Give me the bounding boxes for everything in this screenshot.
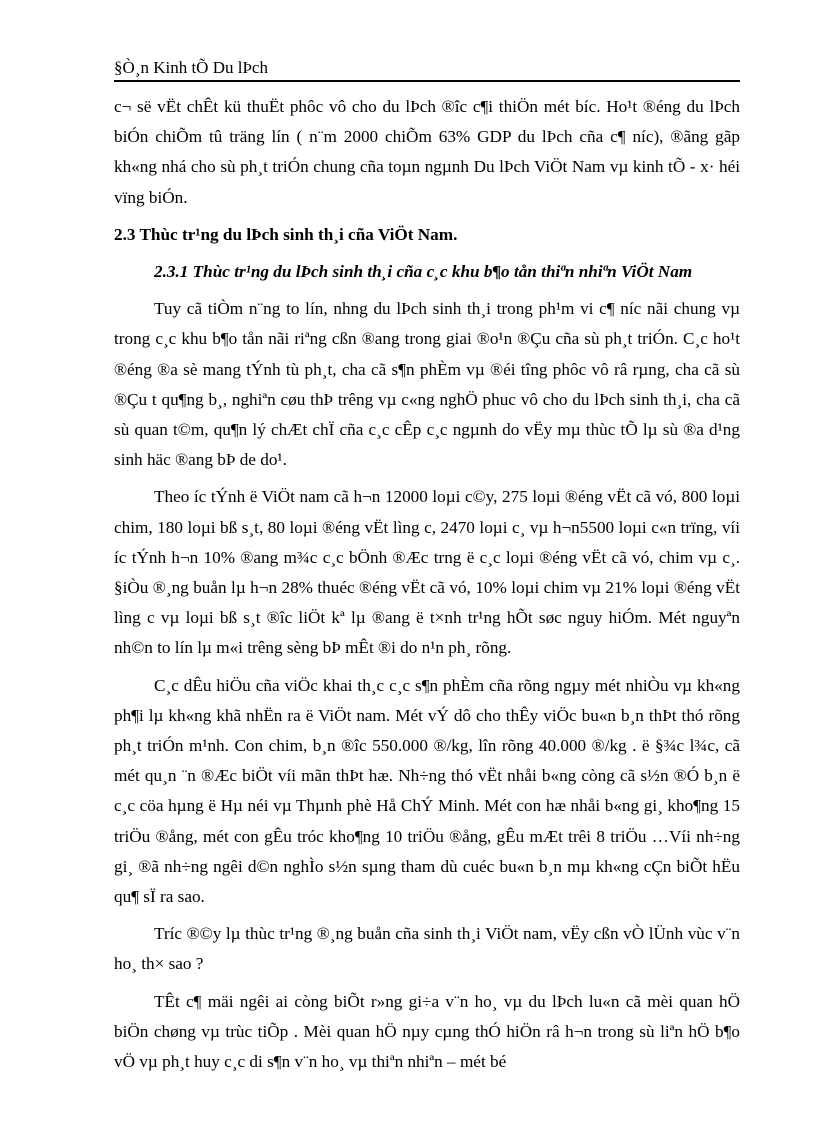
- paragraph: Theo íc tÝnh ë ViÖt nam cã h¬n 12000 loµi c©y, 275 loµi ®éng vËt cã vó, 800 loµi chim, 180 loµi bß s¸t, 80 loµi ®éng vËt lìng c, 2470 loµi c¸ vµ h¬n5500 loµi c«n trïng, víi íc tÝnh h¬n 10% ®ang m¾c c¸c bÖnh ®Æc trng ë c¸c loµi ®éng vËt cã vó, chim vµ c¸. §iÒu ®¸ng buån lµ h¬n 28% thuéc ®éng vËt cã vó, 10% loµi chim vµ 21% loµi ®éng vËt lìng c vµ loµi bß s¸t ®îc liÖt kª lµ ®ang ë t×nh tr¹ng hÕt søc nguy hiÓm. Mét nguyªn nh©n to lín lµ m«i trêng sèng bÞ mÊt ®i do n¹n ph¸ rõng.: [114, 487, 740, 658]
- subsection-heading: 2.3.1 Thùc tr¹ng du lÞch sinh th¸i cña c¸c khu b¶o tån thiªn nhiªn ViÖt Nam: [154, 262, 693, 282]
- document-body: [114, 92, 740, 1084]
- paragraph: Tríc ®©y lµ thùc tr¹ng ®¸ng buån cña sinh th¸i ViÖt nam, vËy cßn vÒ lÜnh vùc v¨n ho¸ th× sao ?: [114, 924, 740, 974]
- paragraph: TÊt c¶ mäi ngêi ai còng biÕt r»ng gi÷a v¨n ho¸ vµ du lÞch lu«n cã mèi quan hÖ biÖn chøng vµ trùc tiÕp . Mèi quan hÖ nµy cµng thÓ hiÖn râ h¬n trong sù liªn hÖ b¶o vÖ vµ ph¸t huy c¸c di s¶n v¨n ho¸ vµ thiªn nhiªn – mét bé: [114, 991, 740, 1072]
- paragraph: Tuy cã tiÒm n¨ng to lín, nhng du lÞch sinh th¸i trong ph¹m vi c¶ níc nãi chung vµ trong c¸c khu b¶o tån nãi riªng cßn ®ang trong giai ®o¹n ®Çu cña sù ph¸t triÓn. C¸c ho¹t ®éng ®a sè mang tÝnh tù ph¸t, cha cã s¶n phÈm vµ ®éi tîng phôc vô râ rµng, cha cã sù ®Çu t qu¶ng b¸, nghiªn cøu thÞ trêng vµ c«ng nghÖ phuc vô cho du lÞch sinh th¸i, cha cã sù quan t©m, qu¶n lý chÆt chÏ cña c¸c cÊp c¸c ngµnh do vËy mµ thùc tÕ lµ sù ®a d¹ng sinh häc ®ang bÞ de do¹.: [114, 299, 740, 470]
- running-header: §Ò¸n Kinh tÕ Du lÞch: [114, 58, 740, 82]
- paragraph: C¸c dÊu hiÖu cña viÖc khai th¸c c¸c s¶n phÈm cña rõng ngµy mét nhiÒu vµ kh«ng ph¶i lµ kh«ng khã nhËn ra ë ViÖt nam. Mét vÝ dô cho thÊy viÖc bu«n b¸n thÞt thó rõng ph¸t triÓn m¹nh. Con chim, b¸n ®îc 550.000 ®/kg, lîn rõng 40.000 ®/kg . ë §¾c l¾c, cã mét qu¸n ¨n ®Æc biÖt víi mãn thÞt hæ. Nh÷ng thó vËt nhåi b«ng còng cã s½n ®Ó b¸n ë c¸c cöa hµng ë Hµ néi vµ Thµnh phè Hå ChÝ Minh. Mét con hæ nhåi b«ng gi¸ kho¶ng 15 triÖu ®ång, mét con gÊu tróc kho¶ng 10 triÖu ®ång, gÊu mÆt trêi 8 triÖu …Víi nh÷ng gi¸ ®ã nh÷ng ngêi d©n nghÌo s½n sµng tham dù cuéc bu«n b¸n mµ kh«ng cÇn biÕt hËu qu¶ sÏ ra sao.: [114, 675, 740, 907]
- paragraph-continued: c¬ së vËt chÊt kü thuËt phôc vô cho du lÞch ®îc c¶i thiÖn mét bíc. Ho¹t ®éng du lÞch biÓn chiÕm tû träng lín ( n¨m 2000 chiÕm 63% GDP du lÞch cña c¶ níc), ®ãng gãp kh«ng nhá cho sù ph¸t triÓn chung cña toµn ngµnh Du lÞch ViÖt Nam vµ kinh tÕ - x· héi vïng biÓn.: [114, 97, 740, 207]
- section-heading: 2.3 Thùc tr¹ng du lÞch sinh th¸i cña ViÖt Nam.: [114, 224, 458, 244]
